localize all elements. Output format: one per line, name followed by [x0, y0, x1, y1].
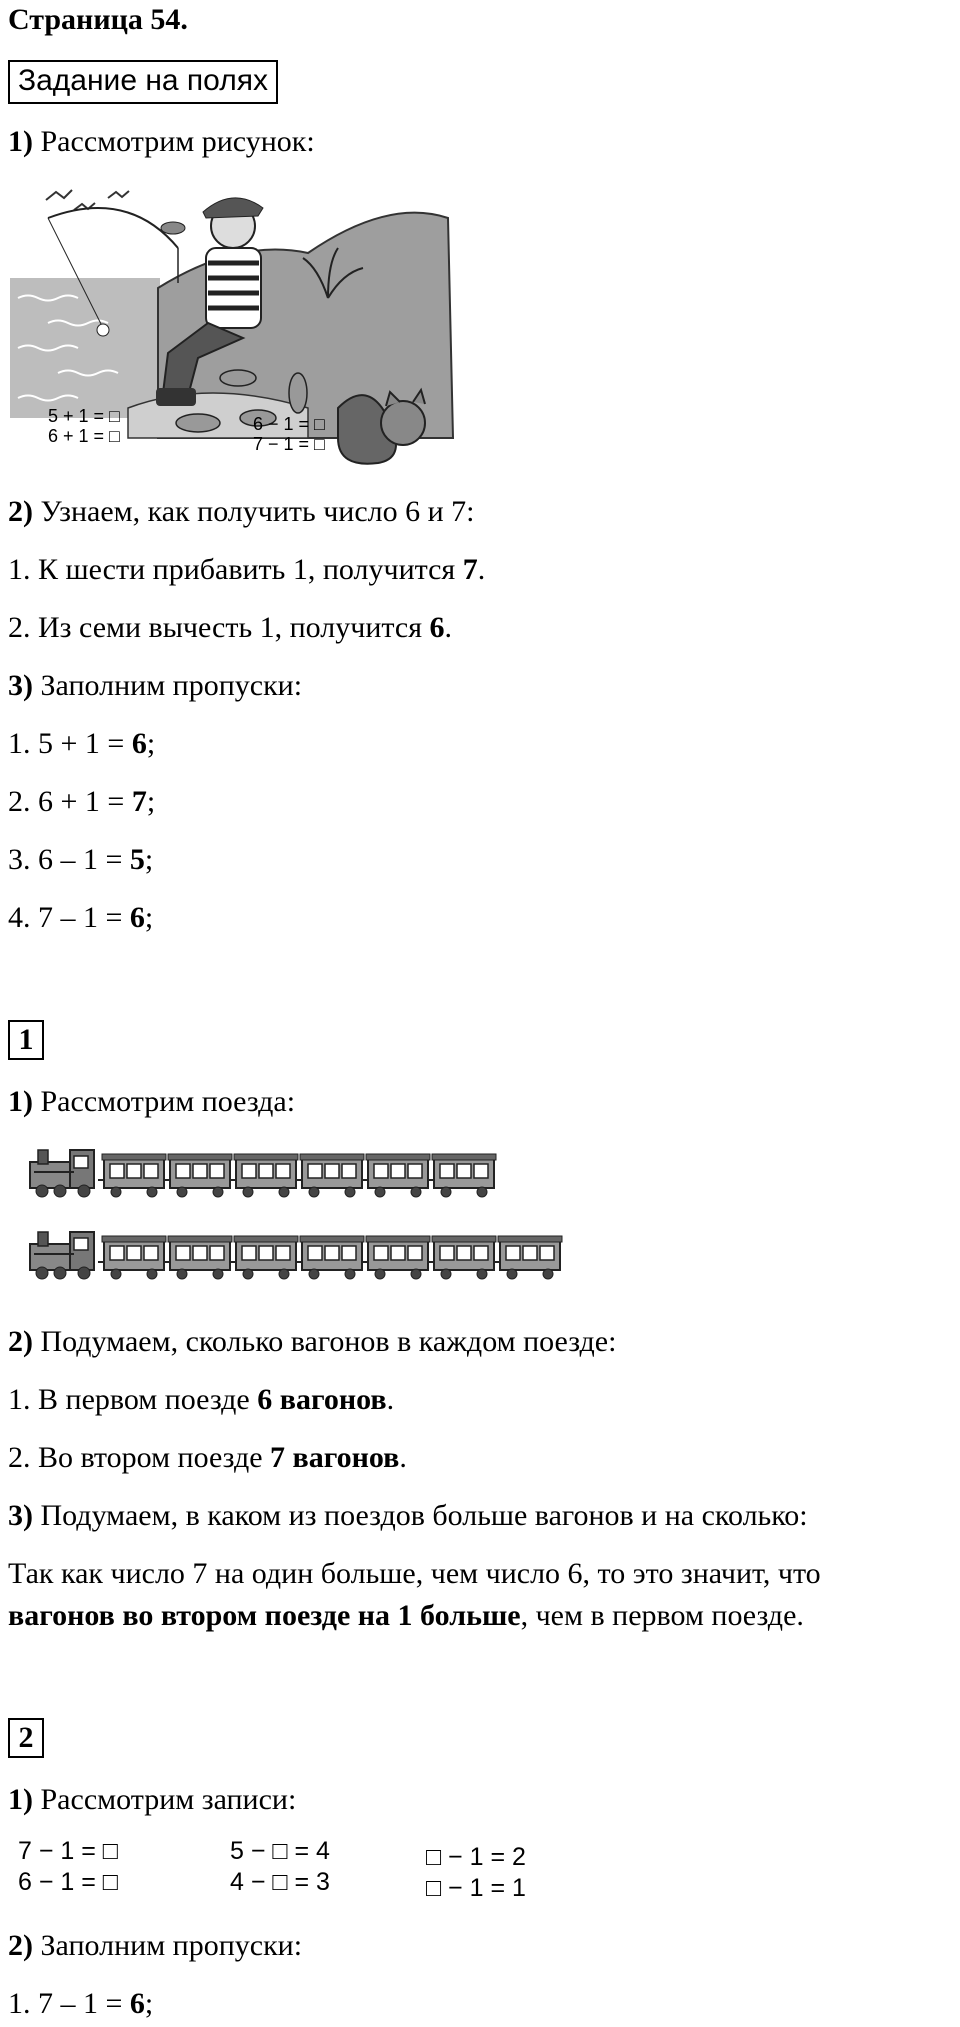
- records-col1: [18, 1836, 118, 1898]
- task2-records: [8, 1836, 588, 1908]
- task1-paragraph-line2: вагонов во втором поезде на 1 больше, чем в первом поезде.: [8, 1599, 804, 1632]
- task2-number: 2: [8, 1718, 44, 1758]
- task2-step1: 1) Рассмотрим записи:: [8, 1783, 297, 1816]
- margin-fill2: 2. 6 + 1 = 7;: [8, 785, 156, 818]
- margin-step1: 1) Рассмотрим рисунок:: [8, 125, 315, 158]
- wagon-icon: [494, 1236, 562, 1279]
- task1-step3: 3) Подумаем, в каком из поездов больше вагонов и на сколько:: [8, 1499, 808, 1532]
- record: 6 − 1 = □: [18, 1868, 118, 1896]
- record: □ − 1 = 1: [426, 1874, 526, 1902]
- records-col3: [426, 1842, 526, 1904]
- task2-fill1: 1. 7 – 1 = 6;: [8, 1987, 154, 2020]
- wagon-icon: [296, 1154, 364, 1197]
- picture-equations-left: [48, 406, 120, 446]
- equation: 7 − 1 = □: [253, 434, 325, 454]
- task1-line1: 1. В первом поезде 6 вагонов.: [8, 1383, 395, 1416]
- wagon-icon: [164, 1154, 232, 1197]
- page-title: Страница 54.: [8, 3, 188, 36]
- bird-icon: [108, 191, 129, 198]
- margin-task-label: Задание на полях: [8, 60, 278, 104]
- wagon-icon: [362, 1236, 430, 1279]
- record: 7 − 1 = □: [18, 1837, 118, 1865]
- wagon-icon: [230, 1154, 298, 1197]
- equation: 6 + 1 = □: [48, 426, 120, 446]
- task2-step2: 2) Заполним пропуски:: [8, 1929, 303, 1962]
- fish-icon: [161, 222, 185, 234]
- wagon-icon: [98, 1236, 166, 1279]
- task1-step1: 1) Рассмотрим поезда:: [8, 1085, 296, 1118]
- bird-icon: [46, 190, 72, 200]
- task1-step2: 2) Подумаем, сколько вагонов в каждом поезде:: [8, 1325, 617, 1358]
- wagon-icon: [428, 1236, 496, 1279]
- wagon-icon: [428, 1154, 496, 1197]
- wagon-icon: [98, 1154, 166, 1197]
- train-first: [30, 1150, 496, 1197]
- fish-icon: [289, 373, 307, 413]
- trains-illustration: [8, 1140, 568, 1300]
- train-second: [30, 1232, 562, 1279]
- task1-number: 1: [8, 1020, 44, 1060]
- locomotive-icon: [30, 1232, 94, 1279]
- wagon-icon: [230, 1236, 298, 1279]
- record: 5 − □ = 4: [230, 1837, 330, 1865]
- fish-icon: [176, 414, 220, 432]
- wagon-icon: [296, 1236, 364, 1279]
- margin-line1: 1. К шести прибавить 1, получится 7.: [8, 553, 486, 586]
- margin-fill1: 1. 5 + 1 = 6;: [8, 727, 156, 760]
- margin-fill3: 3. 6 – 1 = 5;: [8, 843, 154, 876]
- margin-step2: 2) Узнаем, как получить число 6 и 7:: [8, 495, 475, 528]
- fish-icon: [220, 370, 256, 386]
- locomotive-icon: [30, 1150, 94, 1197]
- fisherman-illustration: [8, 178, 458, 478]
- wagon-icon: [362, 1154, 430, 1197]
- margin-line2: 2. Из семи вычесть 1, получится 6.: [8, 611, 452, 644]
- margin-fill4: 4. 7 – 1 = 6;: [8, 901, 154, 934]
- margin-step3: 3) Заполним пропуски:: [8, 669, 303, 702]
- record: 4 − □ = 3: [230, 1868, 330, 1896]
- task1-paragraph-line1: Так как число 7 на один больше, чем число 6, то это значит, что: [8, 1557, 821, 1590]
- equation: 5 + 1 = □: [48, 406, 120, 426]
- records-col2: [230, 1836, 330, 1898]
- record: □ − 1 = 2: [426, 1843, 526, 1871]
- equation: 6 − 1 = □: [253, 414, 325, 434]
- wagon-icon: [164, 1236, 232, 1279]
- bobber-icon: [97, 324, 109, 336]
- task1-line2: 2. Во втором поезде 7 вагонов.: [8, 1441, 407, 1474]
- picture-equations-right: [253, 414, 325, 454]
